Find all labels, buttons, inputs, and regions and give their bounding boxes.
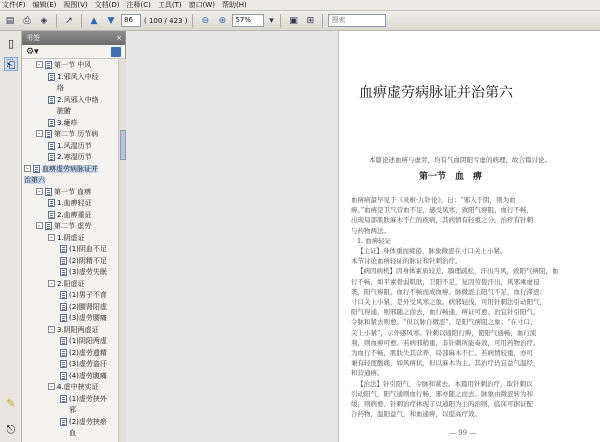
- bookmark-label: 邪: [69, 406, 76, 414]
- menu-item[interactable]: 工具(T): [157, 0, 182, 9]
- menu-item[interactable]: 文件(F): [2, 0, 26, 9]
- bookmarks-toolbar: [22, 45, 125, 59]
- bookmark-label: (2)虚劳遗精: [69, 348, 107, 357]
- divider: [322, 14, 323, 28]
- bookmark-item[interactable]: [60, 303, 107, 314]
- bookmarks-panel: [22, 31, 126, 442]
- bookmark-label: (4)虚劳腹痛: [69, 371, 107, 380]
- body-line: 兼有轻度酸痛，如风痹状，但以麻木为主。其治疗仍宜益气温经，: [351, 359, 540, 368]
- body-line: 袭，阳气痹阻，血行不畅而成血痹。脉微涩主阳气不足，血行滞涩；: [351, 287, 546, 296]
- bookmark-icon: [60, 360, 67, 368]
- bookmark-icon: [48, 211, 55, 219]
- bookmark-label: 1.邪风入中经: [57, 72, 99, 81]
- bookmark-label: 第一节 中风: [54, 61, 92, 69]
- pdf-page: [338, 31, 600, 442]
- bookmark-item[interactable]: [48, 280, 85, 291]
- bookmark-label: 1.血痹轻证: [57, 199, 92, 207]
- collapse-toggle-icon[interactable]: -: [48, 280, 55, 287]
- share-icon[interactable]: ◈: [40, 15, 48, 26]
- bookmark-label: 血痹虚劳病脉证并: [42, 164, 98, 173]
- bookmark-label: 2.寒湿历节: [57, 153, 92, 161]
- zoom-input[interactable]: 57%: [232, 14, 264, 27]
- body-line: 关上小紧”，示外感风寒。针刺以通阳行痹，使阳气通畅，血行流: [351, 328, 537, 337]
- bookmark-item[interactable]: [48, 119, 78, 130]
- divider: [192, 14, 193, 28]
- bookmark-icon: [60, 372, 67, 380]
- body-line: 血痹病最早见于《灵枢·九针论》，曰：“邪入于阴，则为血: [351, 196, 516, 204]
- body-line: 为血行不畅，肌肤失其营养，局部麻木不仁。若病情较重，亦可: [351, 349, 533, 357]
- body-line: 本节讨论血痹轻证的脉证和针刺治疗。: [351, 257, 462, 266]
- bookmark-label: 治第六: [24, 176, 45, 184]
- bookmark-icon: [48, 142, 55, 150]
- divider: [81, 14, 82, 28]
- bookmark-label: 4.虚中挟实证: [57, 383, 99, 391]
- bookmark-label: (3)虚劳盗汗: [69, 360, 107, 368]
- body-line: 与药物两法。: [351, 226, 390, 235]
- bookmark-item[interactable]: [48, 96, 99, 107]
- bookmark-item[interactable]: [24, 165, 98, 176]
- body-line: 令脉和紧去则愈。“但以脉自微涩”，是阳气痹阻之象；“在寸口、: [351, 318, 537, 327]
- bookmark-label: 3.瘫疹: [57, 118, 78, 127]
- menu-item[interactable]: 文档(D): [94, 0, 120, 9]
- body-line: 【治法】针引阳气，令脉和紧去。本篇用针刺治疗，取针刺以: [357, 379, 533, 388]
- bookmark-item[interactable]: [57, 84, 64, 95]
- bookmark-label: (3)虚劳腰痛: [69, 314, 107, 322]
- menu-item[interactable]: 窗口(W): [188, 0, 216, 9]
- bookmark-icon: [45, 130, 52, 138]
- divider: [56, 14, 57, 28]
- bookmark-label: 第二节 虚劳: [54, 222, 92, 230]
- body-line: 缓，则病愈。针刺治疗体现了以通阳为主的治则，临床可据证配: [351, 400, 533, 408]
- body-line: 寸口关上小紧，是外受风寒之象。病邪轻浅，可用针刺法引动阳气，: [351, 298, 546, 306]
- collapse-toggle-icon[interactable]: -: [36, 61, 43, 68]
- bookmark-icon: [60, 245, 67, 253]
- bookmark-label: (1)阴阳两虚: [69, 337, 107, 345]
- bookmark-icon: [60, 314, 67, 322]
- document-area: [126, 31, 600, 442]
- bookmark-label: (1)男子不育: [69, 291, 107, 299]
- pages-panel-icon[interactable]: ▯: [7, 37, 15, 50]
- bookmark-label: 络: [57, 84, 64, 92]
- zoom-dropdown-icon[interactable]: ▾: [269, 15, 274, 26]
- menu-item[interactable]: 编辑(E): [32, 0, 57, 9]
- bookmark-label: 2.血痹重证: [57, 210, 92, 219]
- bookmark-icon: [45, 61, 52, 69]
- bookmark-icon: [60, 349, 67, 357]
- collapse-toggle-icon[interactable]: -: [48, 326, 55, 333]
- bookmark-icon: [45, 222, 52, 230]
- collapse-toggle-icon[interactable]: -: [48, 383, 55, 390]
- bookmark-item[interactable]: [36, 61, 91, 72]
- bookmark-item[interactable]: [60, 257, 107, 268]
- prev-page-icon[interactable]: ▲: [90, 15, 98, 26]
- bookmark-label: 2.风邪入中络: [57, 95, 99, 104]
- bookmark-item[interactable]: [57, 107, 71, 118]
- select-icon[interactable]: ↗: [65, 15, 73, 26]
- body-line: 和营通痹。: [351, 369, 384, 378]
- body-line: 行不畅，如平素骨弱肌肤，卫阳不足，复因劳倦汗出，风邪乘虚侵: [351, 277, 540, 286]
- menu-bar: [0, 0, 600, 11]
- bookmark-item[interactable]: [60, 372, 107, 383]
- open-icon[interactable]: ▤: [5, 15, 15, 26]
- bookmark-icon: [48, 119, 55, 127]
- menu-item[interactable]: 帮助(H): [222, 0, 247, 9]
- body-line: 阳气得通，则邪随之而去，血行畅通，痹证可愈。治宜针引阳气，: [351, 308, 540, 317]
- expand-bookmark-icon[interactable]: [111, 47, 121, 57]
- bookmark-label: (2)阴精不足: [69, 256, 107, 265]
- bookmark-item[interactable]: [60, 360, 107, 371]
- bookmark-icon: [45, 188, 52, 196]
- bookmark-item[interactable]: [69, 429, 76, 440]
- fit-width-icon[interactable]: ⊞: [306, 15, 315, 26]
- bookmark-item[interactable]: [60, 245, 107, 256]
- toolbar: [0, 11, 600, 31]
- bookmark-item[interactable]: [36, 188, 91, 199]
- bookmark-item[interactable]: [60, 291, 107, 302]
- bookmark-label: (2)虚劳挟瘀: [69, 417, 107, 426]
- bookmark-icon: [48, 153, 55, 161]
- bookmark-item[interactable]: [36, 222, 91, 233]
- collapse-toggle-icon[interactable]: -: [36, 222, 43, 229]
- bookmark-label: 1.风湿历节: [57, 141, 92, 150]
- bookmark-icon: [60, 257, 67, 265]
- body-line: 1. 血痹轻证: [357, 236, 392, 245]
- page-count: ( 100 / 423 ): [144, 16, 188, 25]
- bookmarks-tree: [22, 59, 118, 442]
- bookmark-label: 3.阴阳两虚证: [57, 325, 99, 334]
- bookmark-item[interactable]: [48, 199, 92, 210]
- next-page-icon[interactable]: ▼: [107, 15, 115, 26]
- bookmark-icon: [60, 268, 67, 276]
- bookmark-label: (1)阴血不足: [69, 245, 107, 253]
- bookmark-item[interactable]: [48, 383, 99, 394]
- bookmark-item[interactable]: [48, 211, 92, 222]
- body-line: 痹。”血痹是卫气营血不足，感受风寒，致阳气痹阻，血行不畅，: [351, 206, 534, 215]
- intro-text: 本篇论述血痹与虚劳，均有气血阴阳亏虚的病理，故合篇讨论。: [369, 156, 551, 164]
- bookmark-label: 血: [69, 429, 76, 437]
- bookmarks-scrollbar[interactable]: [118, 59, 126, 442]
- bookmark-icon: [60, 395, 67, 403]
- bookmark-item[interactable]: [36, 130, 98, 141]
- bookmark-icon: [48, 73, 55, 81]
- body-line: 【病因病机】因身体素质较差，腠理疏松，汗出当风，致阳气痹阻，血: [357, 267, 559, 276]
- bookmark-label: 脏腑: [57, 107, 71, 115]
- page-footer: — 99 —: [449, 429, 477, 437]
- bookmarks-title: 书签 ×: [22, 31, 125, 45]
- chapter-title: 血痹虚劳病脉证并治第六: [359, 85, 513, 101]
- collapse-toggle-icon[interactable]: -: [36, 188, 43, 195]
- menu-item[interactable]: 视图(V): [63, 0, 88, 9]
- bookmark-icon: [48, 199, 55, 207]
- bookmark-label: (1)虚劳挟外: [69, 394, 107, 403]
- bookmark-icon: [60, 303, 67, 311]
- collapse-toggle-icon[interactable]: -: [36, 130, 43, 137]
- bookmark-item[interactable]: [60, 268, 107, 279]
- bookmark-item[interactable]: [48, 73, 99, 84]
- bookmark-item[interactable]: [69, 406, 76, 417]
- collapse-toggle-icon[interactable]: -: [48, 234, 55, 241]
- bookmark-item[interactable]: [60, 337, 107, 348]
- bookmark-item[interactable]: [60, 418, 107, 429]
- bookmark-icon: [48, 96, 55, 104]
- bookmark-label: 1.阴虚证: [57, 233, 85, 242]
- bookmark-item[interactable]: [48, 234, 85, 245]
- body-line: 【主证】身体重而疲倦，脉象微涩在寸口关上小紧。: [357, 247, 507, 255]
- bookmark-label: 2.阳虚证: [57, 279, 85, 288]
- bookmark-icon: [60, 291, 67, 299]
- bookmark-icon: [33, 165, 40, 173]
- bookmark-icon: [60, 337, 67, 345]
- bookmark-icon: [60, 418, 67, 426]
- bookmark-label: 第一节 血痹: [54, 187, 92, 196]
- bookmark-item[interactable]: [48, 142, 92, 153]
- section-title: 第一节 血 痹: [419, 172, 483, 182]
- close-icon[interactable]: ×: [116, 34, 122, 42]
- divider: [280, 14, 281, 28]
- page-number-input[interactable]: 86: [121, 14, 141, 27]
- body-line: 利，则血痹可愈。若病邪稍重，非针刺所能奏效，可用药物治疗。: [351, 338, 540, 347]
- bookmarks-panel-icon[interactable]: ⎗: [4, 57, 18, 71]
- zoom-in-icon[interactable]: ⊕: [218, 15, 227, 26]
- bookmark-item[interactable]: [48, 153, 92, 164]
- search-input[interactable]: [328, 14, 386, 27]
- collapse-toggle-icon[interactable]: -: [24, 165, 31, 172]
- bookmark-item[interactable]: [48, 326, 99, 337]
- options-icon[interactable]: ⚙▾: [26, 46, 39, 57]
- bookmark-item[interactable]: [60, 314, 107, 325]
- comments-icon[interactable]: ✎: [6, 397, 16, 410]
- attachment-icon[interactable]: ⎋: [6, 423, 16, 436]
- bookmark-label: (2)腰肾阳虚: [69, 302, 107, 311]
- bookmark-label: (3)虚劳失眠: [69, 268, 107, 276]
- bookmark-label: 第二节 历节病: [54, 130, 99, 138]
- navigation-pane-icons: [0, 31, 22, 442]
- bookmark-item[interactable]: [24, 176, 45, 187]
- body-line: 出现局部肌肤麻木不仁的疾病，其病情有轻重之分，治疗有针刺: [351, 216, 533, 225]
- fit-page-icon[interactable]: ▣: [289, 15, 298, 26]
- body-line: 引动阳气，阳气通则血行畅，邪亦随之而去。脉象由微涩转为和: [351, 389, 533, 398]
- bookmark-item[interactable]: [60, 349, 107, 360]
- print-icon[interactable]: ⎙: [23, 15, 31, 26]
- body-line: 合药物，温阳益气，和血通痹，以提高疗效。: [351, 410, 481, 419]
- menu-item[interactable]: 注释(C): [126, 0, 151, 9]
- bookmark-item[interactable]: [60, 395, 107, 406]
- zoom-out-icon[interactable]: ⊖: [201, 15, 210, 26]
